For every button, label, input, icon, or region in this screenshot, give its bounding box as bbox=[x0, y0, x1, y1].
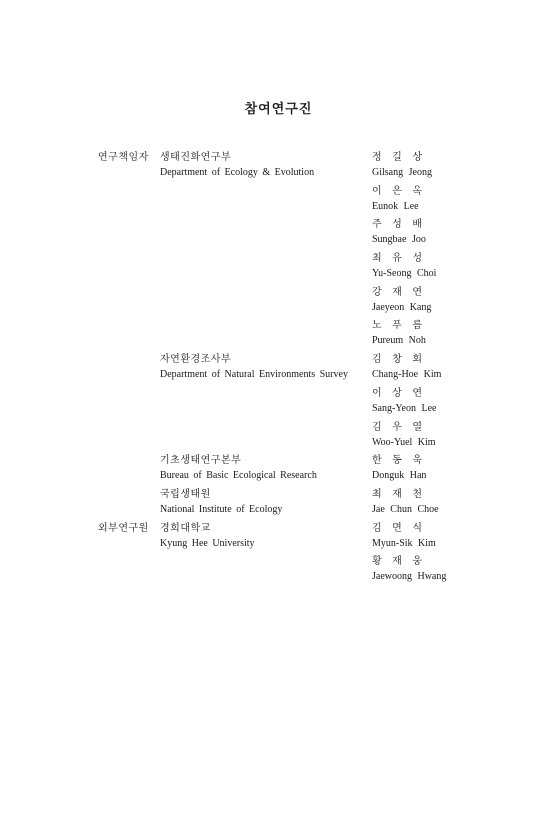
page-title: 참여연구진 bbox=[244, 101, 313, 116]
org-name-korean: 국립생태원 bbox=[160, 488, 211, 500]
researcher-row bbox=[0, 287, 557, 321]
org-name-english: Kyung Hee University bbox=[160, 537, 255, 549]
org-name-korean: 생태진화연구부 bbox=[160, 152, 232, 163]
researcher-name-english: Eunok Lee bbox=[372, 200, 419, 212]
researcher-row bbox=[0, 455, 557, 489]
researcher-name-english: Donguk Han bbox=[372, 470, 427, 482]
researcher-row bbox=[0, 253, 557, 287]
researcher-row bbox=[0, 186, 557, 220]
researcher-row bbox=[0, 354, 557, 388]
researcher-name-korean: 황 재 웅 bbox=[372, 556, 426, 568]
researcher-row bbox=[0, 523, 557, 557]
org-name-korean: 자연환경조사부 bbox=[160, 354, 232, 366]
researcher-row bbox=[0, 152, 557, 186]
researcher-name-english: Gilsang Jeong bbox=[372, 167, 432, 178]
researcher-row bbox=[0, 489, 557, 523]
researcher-name-english: Myun-Sik Kim bbox=[372, 537, 436, 549]
org-name-english: National Institute of Ecology bbox=[160, 503, 283, 515]
researcher-name-english: Yu-Seong Choi bbox=[372, 268, 437, 280]
org-name-korean: 경희대학교 bbox=[160, 522, 211, 534]
researcher-name-english: Pureum Noh bbox=[372, 335, 426, 347]
researcher-name-korean: 정 길 상 bbox=[372, 152, 426, 163]
researcher-name-english: Jaewoong Hwang bbox=[372, 571, 447, 583]
researcher-list bbox=[0, 152, 557, 590]
researcher-name-korean: 최 재 천 bbox=[372, 488, 426, 500]
researcher-name-korean: 강 재 연 bbox=[372, 286, 426, 298]
researcher-name-korean: 김 창 회 bbox=[372, 354, 426, 366]
researcher-name-korean: 노 푸 름 bbox=[372, 320, 426, 332]
researcher-name-korean: 주 성 배 bbox=[372, 219, 426, 231]
category-label: 외부연구원 bbox=[98, 522, 149, 534]
researcher-name-korean: 이 상 연 bbox=[372, 387, 426, 399]
researcher-name-korean: 김 면 식 bbox=[372, 522, 426, 534]
researcher-name-korean: 한 동 욱 bbox=[372, 455, 426, 467]
researcher-name-english: Chang-Hoe Kim bbox=[372, 369, 442, 381]
researcher-name-english: Jaeyeon Kang bbox=[372, 301, 432, 313]
category-label: 연구책임자 bbox=[98, 152, 149, 163]
org-name-korean: 기초생태연구본부 bbox=[160, 455, 242, 467]
researcher-name-english: Woo-Yuel Kim bbox=[372, 436, 436, 448]
researcher-row bbox=[0, 320, 557, 354]
org-name-english: Department of Ecology & Evolution bbox=[160, 167, 315, 178]
org-name-english: Department of Natural Environments Survey bbox=[160, 369, 348, 381]
researcher-name-english: Sang-Yeon Lee bbox=[372, 402, 437, 414]
researcher-name-english: Sungbae Joo bbox=[372, 234, 426, 246]
researcher-name-english: Jae Chun Choe bbox=[372, 503, 439, 515]
researcher-name-korean: 김 우 열 bbox=[372, 421, 426, 433]
researcher-name-korean: 이 은 옥 bbox=[372, 185, 426, 197]
researcher-row bbox=[0, 556, 557, 590]
researcher-row bbox=[0, 388, 557, 422]
researcher-row bbox=[0, 422, 557, 456]
org-name-english: Bureau of Basic Ecological Research bbox=[160, 470, 317, 482]
researcher-row bbox=[0, 219, 557, 253]
researcher-name-korean: 최 유 성 bbox=[372, 253, 426, 265]
